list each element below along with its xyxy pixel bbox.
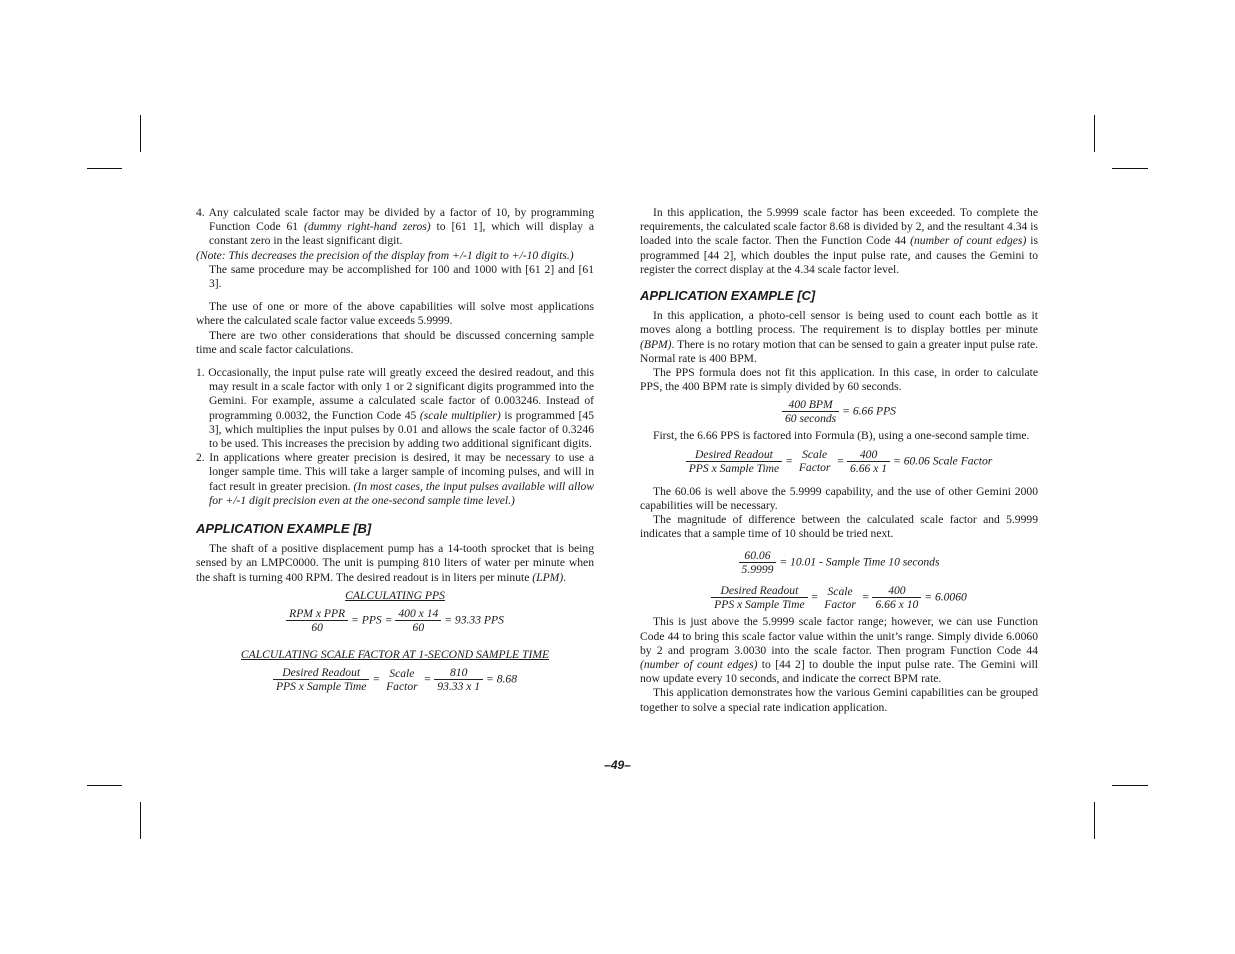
- calc-sf-title: CALCULATING SCALE FACTOR AT 1-SECOND SAMPLE TIME: [240, 648, 550, 662]
- shaft-end: .: [563, 570, 567, 584]
- note-after: The same procedure may be accomplished for 100 and 1000 with [61 2] and [61 3].: [209, 262, 594, 291]
- right-paragraph-4: First, the 6.66 PPS is factored into Formula (B), using a one-second sample time.: [653, 429, 1030, 443]
- sf-eq2: =: [423, 672, 432, 686]
- p7-text: This is just above the 5.9999 scale factor range; however, we can use Function Code 44 to bring this scale factor value within the unit’s range. Simply divide 6.0060 by 2 and program 3.0030 into the scale factor. Then program Function Code 44: [640, 615, 1038, 657]
- crop-mark-tr-v: [1094, 115, 1095, 152]
- right-paragraph-1: [640, 206, 1038, 277]
- f1-den: PPS x Sample Time: [688, 461, 780, 475]
- item-1: [196, 366, 594, 451]
- pps-num: RPM x PPR: [286, 607, 348, 621]
- crop-mark-br-h: [1112, 785, 1148, 786]
- heading-example-c: APPLICATION EXAMPLE [C]: [640, 288, 816, 304]
- item-4-text-end: to [61 1], which will display a constant zero in the least significant digit.: [209, 220, 594, 248]
- item-2-italic: (In most cases, the input pulses available will allow for +/-1 digit precision even at the one-second sample time level.): [209, 479, 594, 507]
- f2-scale-factor: [821, 585, 859, 611]
- f2-fraction-2: [872, 584, 921, 611]
- ratio-equation: [640, 549, 1038, 576]
- f2-result: = 6.0060: [924, 590, 967, 604]
- item-1-text: 1. Occasionally, the input pulse rate will greatly exceed the desired readout, and this may result in a scale factor with only 1 or 2 significant digits programmed into the Gemini. For example, assume a calculated scale factor of 0.003246. Instead of programming 0.0032, the Function Code 45: [196, 366, 594, 422]
- bpm-result: = 6.66 PPS: [842, 404, 896, 418]
- f2-eq2: =: [861, 590, 870, 604]
- f1-scale-factor: [796, 448, 834, 474]
- f2-den: PPS x Sample Time: [714, 598, 805, 612]
- shaft-text: The shaft of a positive displacement pump has a 14-tooth sprocket that is being sensed by an LMPC0000. The unit is pumping 810 liters of water per minute when the shaft is turning 400 RPM. The desired readout is in liters per minute: [196, 542, 594, 584]
- pps-equation: [196, 607, 594, 634]
- pps-num2: 400 x 14: [395, 607, 441, 621]
- sf-equation: [196, 666, 594, 693]
- right-paragraph-3: The PPS formula does not fit this application. In this case, in order to calculate PPS, the 400 BPM rate is simply divided by 60 seconds.: [640, 366, 1038, 394]
- p2-text: In this application, a photo-cell sensor is being used to count each bottle as it moves along a bottling process. The requirement is to display bottles per minute: [640, 309, 1038, 337]
- f1-eq2: =: [836, 454, 845, 468]
- right-paragraph-8: This application demonstrates how the various Gemini capabilities can be grouped together to solve a special rate indication application.: [640, 686, 1038, 714]
- f1-fraction-1: [686, 448, 782, 475]
- paragraph-use: The use of one or more of the above capabilities will solve most applications where the calculated scale factor value exceeds 5.9999.: [196, 300, 594, 328]
- note: [196, 249, 594, 263]
- sf-eq1: =: [372, 672, 381, 686]
- f2-factor: Factor: [824, 597, 856, 611]
- page-number: –49–: [604, 758, 631, 772]
- ratio-num: 60.06: [739, 549, 777, 563]
- sf-scale: Scale: [389, 666, 415, 680]
- note-text: (Note: This decreases the precision of the display from +/-1 digit to +/-10 digits.): [196, 248, 574, 262]
- pps-fraction-2: [395, 607, 441, 634]
- f2-eq1: =: [810, 590, 819, 604]
- sf-factor: Factor: [386, 679, 418, 693]
- ratio-result: = 10.01 - Sample Time 10 seconds: [779, 555, 940, 569]
- sf-fraction-1: [273, 666, 369, 693]
- paragraph-there: There are two other considerations that should be discussed concerning sample time and scale factor calculations.: [196, 328, 594, 356]
- crop-mark-bl-h: [87, 785, 122, 786]
- bpm-fraction: [782, 398, 839, 425]
- sf-scale-factor: [383, 667, 421, 693]
- crop-mark-br-v: [1094, 802, 1095, 839]
- f1-result: = 60.06 Scale Factor: [892, 454, 993, 468]
- crop-mark-tl-v: [140, 115, 141, 152]
- f1-eq1: =: [785, 454, 793, 468]
- f2-num2: 400: [872, 584, 921, 598]
- bpm-equation: [640, 398, 1038, 425]
- formula-2: [640, 584, 1038, 611]
- p1-text-end: is programmed [44 2], which doubles the input pulse rate, and causes the Gemini to register the correct display at the 4.34 scale factor level.: [640, 234, 1038, 276]
- heading-example-b: APPLICATION EXAMPLE [B]: [196, 521, 372, 537]
- crop-mark-bl-v: [140, 802, 141, 839]
- sf-fraction-2: [434, 666, 483, 693]
- f2-scale: Scale: [827, 584, 853, 598]
- right-paragraph-2: [640, 309, 1038, 366]
- item-4-italic: (dummy right-hand zeros): [304, 220, 431, 234]
- pps-fraction-1: [286, 607, 348, 634]
- item-4-text: 4. Any calculated scale factor may be divided by a factor of 10, by programming Function Code 61: [196, 206, 594, 234]
- right-paragraph-7: [640, 615, 1038, 686]
- sf-num2: 810: [434, 666, 483, 680]
- shaft-italic: (LPM): [532, 570, 564, 584]
- item-1-text-end: is programmed [45 3], which multiplies the input pulses by 0.01 and allows the scale factor of 0.3246 to be used. This increases the precision by adding two additional significant digits.: [209, 408, 595, 451]
- item-2-text: 2. In applications where greater precision is desired, it may be necessary to use a longer sample time. This will take a larger sample of incoming pulses, and will in fact result in greater precision.: [196, 451, 594, 493]
- left-column: [196, 206, 594, 697]
- f2-fraction-1: [711, 584, 807, 611]
- f2-den2: 6.66 x 10: [875, 598, 919, 612]
- p7-italic: (number of count edges): [640, 658, 758, 672]
- f1-num2: 400: [847, 448, 890, 462]
- f1-num: Desired Readout: [686, 448, 782, 462]
- right-column: [640, 206, 1038, 715]
- f2-num: Desired Readout: [711, 584, 807, 598]
- sf-den2: 93.33 x 1: [437, 680, 481, 694]
- formula-1: [640, 448, 1038, 475]
- p7-text-end: to [44 2] to double the input pulse rate. The Gemini will now update every 10 seconds, and indicate the correct BPM rate.: [640, 658, 1038, 686]
- p2-italic: (BPM): [640, 337, 672, 351]
- ratio-den: 5.9999: [741, 563, 774, 577]
- p1-italic: (number of count edges): [910, 234, 1027, 248]
- sf-num: Desired Readout: [273, 666, 369, 680]
- item-2: [196, 451, 594, 508]
- f1-factor: Factor: [798, 461, 831, 475]
- bpm-num: 400 BPM: [782, 398, 839, 412]
- crop-mark-tl-h: [87, 168, 122, 169]
- bpm-den: 60 seconds: [785, 412, 837, 426]
- f1-scale: Scale: [802, 448, 828, 462]
- f1-den2: 6.66 x 1: [850, 461, 888, 475]
- pps-den2: 60: [412, 621, 425, 635]
- pps-result: = 93.33 PPS: [444, 613, 504, 627]
- calc-pps-title: CALCULATING PPS: [345, 588, 445, 602]
- item-4: [196, 206, 594, 249]
- p2-text-end: . There is no rotary motion that can be sensed to gain a greater input pulse rate. Normal rate is 400 BPM.: [640, 337, 1038, 365]
- crop-mark-tr-h: [1112, 168, 1148, 169]
- sf-result: = 8.68: [486, 672, 518, 686]
- pps-mid: = PPS =: [351, 613, 393, 627]
- right-paragraph-6: The magnitude of difference between the calculated scale factor and 5.9999 indicates that a sample time of 10 should be tried next.: [640, 513, 1038, 541]
- p1-text: In this application, the 5.9999 scale factor has been exceeded. To complete the requirements, the calculated scale factor 8.68 is divided by 2, and the resultant 4.34 is loaded into the scale factor. Then the Function Code 44: [640, 206, 1038, 248]
- ratio-fraction: [739, 549, 777, 576]
- right-paragraph-5: The 60.06 is well above the 5.9999 capability, and the use of other Gemini 2000 capabilities will be necessary.: [640, 484, 1038, 512]
- paragraph-shaft: [196, 542, 594, 585]
- pps-den: 60: [311, 621, 323, 635]
- sf-den: PPS x Sample Time: [275, 680, 367, 694]
- f1-fraction-2: [847, 448, 890, 475]
- item-1-italic: (scale multiplier): [419, 408, 501, 422]
